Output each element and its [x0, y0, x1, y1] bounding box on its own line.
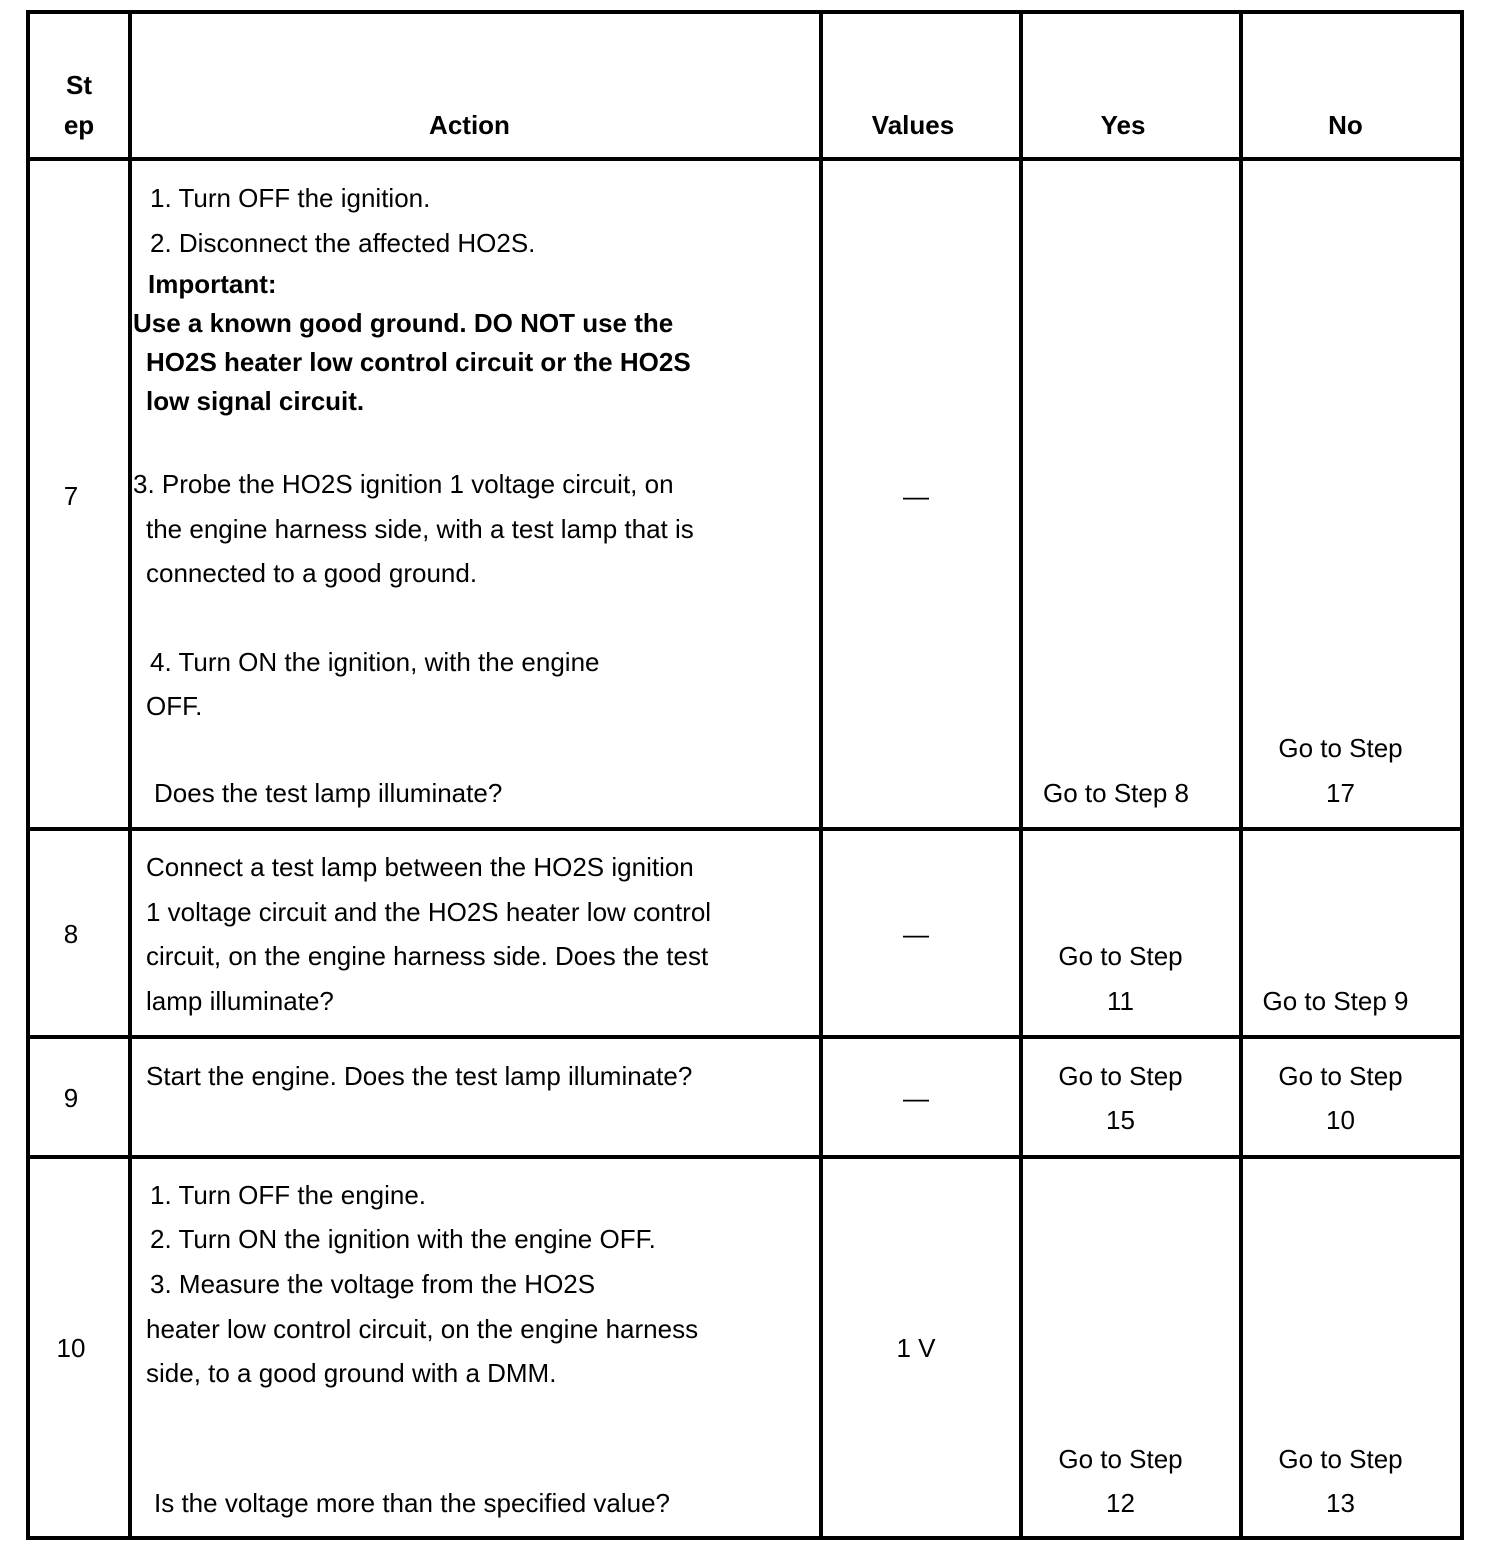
no-cell: Go to Step 9 [1262, 986, 1409, 1016]
column-divider [128, 10, 132, 1540]
table-border-left [26, 10, 30, 1540]
action-text: 1 voltage circuit and the HO2S heater low control [146, 897, 712, 927]
important-note: Use a known good ground. DO NOT use the [133, 308, 674, 338]
yes-cell: Go to Step [1058, 941, 1183, 971]
step-number: 8 [63, 919, 79, 949]
table-border-bottom [26, 1536, 1464, 1540]
step-number: 7 [63, 481, 79, 511]
no-cell: 10 [1326, 1105, 1355, 1135]
yes-cell: Go to Step 8 [1043, 778, 1189, 808]
value-cell: — [903, 1083, 929, 1113]
value-cell: 1 V [896, 1333, 936, 1363]
action-item: heater low control circuit, on the engine harness [146, 1314, 699, 1344]
no-cell: Go to Step [1278, 1444, 1403, 1474]
header-values: Values [871, 110, 955, 140]
table-border-top [26, 10, 1464, 14]
row-divider [26, 1035, 1464, 1039]
yes-cell: Go to Step [1058, 1444, 1183, 1474]
important-note: HO2S heater low control circuit or the HO2S [146, 347, 691, 377]
action-item: 3. Measure the voltage from the HO2S [150, 1269, 596, 1299]
action-text: Start the engine. Does the test lamp illuminate? [146, 1061, 693, 1091]
action-item: OFF. [146, 691, 203, 721]
header-no: No [1328, 110, 1363, 140]
header-step: St [66, 70, 92, 100]
header-divider [26, 157, 1464, 161]
action-item: 4. Turn ON the ignition, with the engine [150, 647, 600, 677]
action-item: side, to a good ground with a DMM. [146, 1358, 557, 1388]
action-text: lamp illuminate? [146, 986, 334, 1016]
action-item: 3. Probe the HO2S ignition 1 voltage circuit, on [133, 469, 674, 499]
yes-cell: 12 [1106, 1488, 1135, 1518]
important-label: Important: [148, 269, 277, 299]
no-cell: Go to Step [1278, 733, 1403, 763]
row-divider [26, 827, 1464, 831]
step-number: 10 [56, 1333, 86, 1363]
row-divider [26, 1155, 1464, 1159]
no-cell: Go to Step [1278, 1061, 1403, 1091]
yes-cell: Go to Step [1058, 1061, 1183, 1091]
action-item: 1. Turn OFF the ignition. [150, 183, 431, 213]
column-divider [819, 10, 823, 1540]
action-item: 1. Turn OFF the engine. [150, 1180, 427, 1210]
header-step: ep [63, 110, 95, 140]
yes-cell: 15 [1106, 1105, 1135, 1135]
table-border-right [1460, 10, 1464, 1540]
important-note: low signal circuit. [146, 386, 365, 416]
step-number: 9 [63, 1083, 79, 1113]
column-divider [1019, 10, 1023, 1540]
yes-cell: 11 [1107, 986, 1134, 1016]
value-cell: — [903, 481, 929, 511]
header-action: Action [429, 110, 510, 140]
value-cell: — [903, 919, 929, 949]
action-item: 2. Turn ON the ignition with the engine OFF. [150, 1224, 656, 1254]
no-cell: 13 [1326, 1488, 1355, 1518]
action-item: 2. Disconnect the affected HO2S. [150, 228, 536, 258]
action-item: connected to a good ground. [146, 558, 478, 588]
no-cell: 17 [1326, 778, 1355, 808]
action-item: the engine harness side, with a test lamp that is [146, 514, 694, 544]
action-question: Is the voltage more than the specified value? [154, 1488, 670, 1518]
action-question: Does the test lamp illuminate? [154, 778, 503, 808]
action-text: circuit, on the engine harness side. Does the test [146, 941, 709, 971]
column-divider [1239, 10, 1243, 1540]
header-yes: Yes [1100, 110, 1146, 140]
action-text: Connect a test lamp between the HO2S ignition [146, 852, 694, 882]
